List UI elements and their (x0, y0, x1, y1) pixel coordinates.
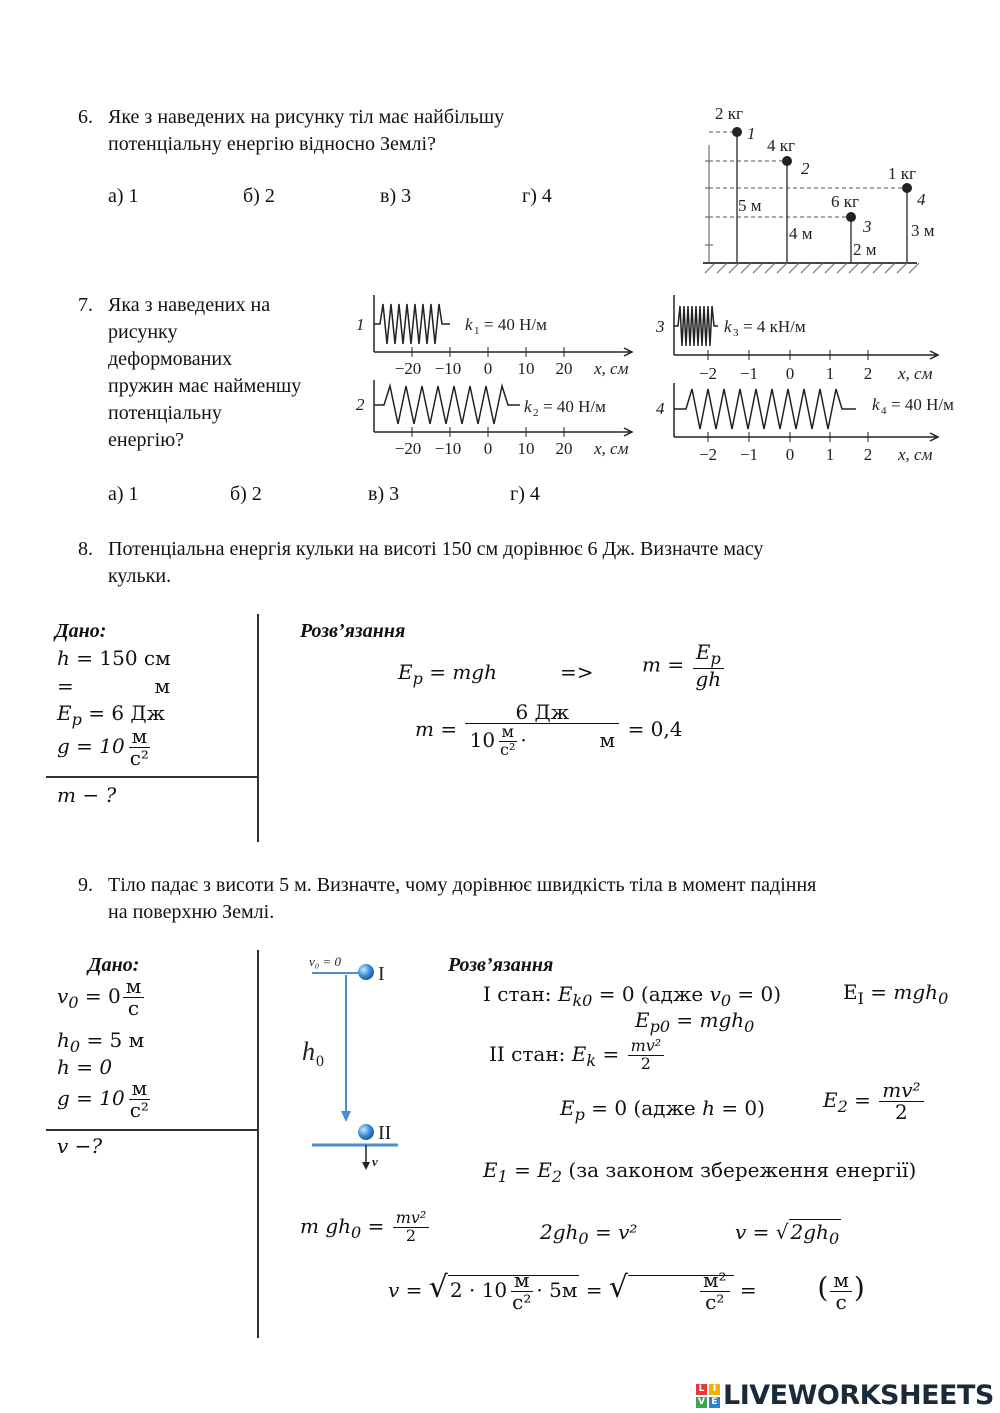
logo-grid-icon: L I V E (696, 1384, 720, 1408)
q9-text-line2: на поверхню Землі. (108, 901, 275, 923)
body-3-mass: 6 кг (831, 192, 859, 211)
q7-text-line6: енергію? (108, 429, 185, 451)
body-2-mass: 4 кг (767, 136, 795, 155)
q7-number: 7. (78, 294, 93, 316)
q8-vertical-divider (257, 614, 259, 842)
svg-text:2: 2 (863, 364, 873, 383)
q6-option-a[interactable]: а) 1 (108, 185, 139, 207)
q9-formula-3: v = √ $2gh_0$ (735, 1220, 840, 1248)
q8-text-line2: кульки. (108, 565, 172, 587)
q9-text-line1: Тіло падає з висоти 5 м. Визначте, чому дорівнює швидкість тіла в момент падіння (108, 874, 817, 896)
svg-text:−1: −1 (739, 364, 759, 383)
axis-unit-2: x, см (594, 439, 629, 458)
q9-state1-ek: I стан: $E_{k0} = 0$ (адже $v_0 = 0$) (483, 982, 782, 1010)
q6-option-b[interactable]: б) 2 (243, 185, 275, 207)
q9-given-h0: $h_0 = 5$ м (57, 1028, 145, 1056)
svg-text:−20: −20 (394, 359, 422, 378)
svg-text:2: 2 (863, 445, 873, 464)
svg-text:−10: −10 (434, 439, 462, 458)
q7-text-line5: потенціальну (108, 402, 222, 424)
state-2-label: II (378, 1122, 392, 1144)
spring-4-k: k (872, 395, 880, 414)
body-4-dot (902, 183, 912, 193)
q6-text-line1: Яке з наведених на рисунку тіл має найбільшу (108, 106, 505, 128)
q6-option-d[interactable]: г) 4 (522, 185, 552, 207)
axis-unit-1: x, см (594, 359, 629, 378)
state-1-label: I (378, 963, 385, 985)
spring-4-k-sub: 4 (881, 405, 887, 417)
q7-springs-left-figure (350, 290, 650, 465)
spring-1-k: k (465, 315, 473, 334)
liveworksheets-logo (696, 1380, 994, 1411)
spring-4-k-value: = 40 Н/м (891, 395, 954, 414)
spring-3-k-sub: 3 (733, 327, 739, 339)
q9-fall-figure (300, 950, 410, 1175)
v0-label: v₀ = 0 (309, 954, 342, 969)
spring-1-k-value: = 40 Н/м (484, 315, 547, 334)
spring-3-label: 3 (656, 317, 665, 336)
q8-formula-ep: $E_p$ = mgh (398, 660, 497, 688)
q7-text-line3: деформованих (108, 348, 233, 370)
v-label: v (372, 1154, 378, 1169)
spring-2-k-sub: 2 (533, 407, 539, 419)
q9-state2-ek: II стан: $E_k$ = $\frac{\text{mv²}}{2}$ (489, 1038, 666, 1073)
svg-text:10: 10 (517, 359, 535, 378)
q7-text-line2: рисунку (108, 321, 178, 343)
spring-1-k-sub: 1 (474, 325, 480, 337)
spring-4-label: 4 (656, 399, 665, 418)
q9-given-h: h = 0 (57, 1055, 113, 1079)
q8-text-line1: Потенціальна енергія кульки на висоті 150 см дорівнює 6 Дж. Визначте масу (108, 538, 764, 560)
q8-solution-title: Розв’язання (300, 620, 406, 642)
q6-number: 6. (78, 106, 93, 128)
body-1-mass: 2 кг (715, 104, 743, 123)
svg-text:10: 10 (517, 439, 535, 458)
body-4-num: 4 (917, 190, 926, 209)
spring-1-label: 1 (356, 315, 365, 334)
body-2-height: 4 м (789, 224, 813, 243)
q8-given-g: g = 10 $\frac{м}{\text{с²}}$ (57, 724, 149, 770)
q9-conservation: $E_1 = E_2$ (за законом збереження енергії) (483, 1158, 917, 1186)
q8-find: m − ? (57, 783, 117, 807)
spring-3-k: k (724, 317, 732, 336)
body-1-height: 5 м (738, 196, 762, 215)
q7-springs-right-figure (652, 290, 992, 470)
q6-text-line2: потенціальну енергію відносно Землі? (108, 133, 436, 155)
q9-e1: $E_I = mgh_0$ (843, 980, 949, 1008)
body-2-dot (782, 156, 792, 166)
q8-formula-calc: m = 6 Дж 10 $\frac{м}{\text{с²}}$ · м = 0,4 (415, 700, 683, 759)
q9-number: 9. (78, 874, 93, 896)
q9-solution-title: Розв’язання (448, 954, 554, 976)
svg-text:1: 1 (825, 445, 835, 464)
svg-text:20: 20 (555, 439, 573, 458)
q6-heights-figure (695, 95, 960, 280)
q9-state1-ep: $E_{p0} = mgh_0$ (635, 1008, 755, 1036)
q7-option-b[interactable]: б) 2 (230, 483, 262, 505)
q7-option-a[interactable]: а) 1 (108, 483, 139, 505)
svg-text:0: 0 (483, 439, 493, 458)
axis-unit-3: x, см (898, 364, 933, 383)
q8-given-title: Дано: (55, 620, 107, 642)
body-4-mass: 1 кг (888, 164, 916, 183)
body-1-num: 1 (747, 124, 756, 143)
body-3-num: 3 (863, 217, 872, 236)
spring-2-k-value: = 40 Н/м (543, 397, 606, 416)
q8-given-h-convert: = м (57, 674, 171, 698)
svg-text:−2: −2 (698, 364, 718, 383)
svg-text:0: 0 (785, 364, 795, 383)
spring-2-label: 2 (356, 395, 365, 414)
q9-e2: $E_2$ = $\frac{\text{mv²}}{2}$ (823, 1080, 926, 1123)
svg-text:−2: −2 (698, 445, 718, 464)
q8-given-ep: $E_p = 6$ Дж (57, 701, 166, 729)
q8-given-h: h = 150 см (57, 646, 171, 670)
q8-find-divider (46, 776, 258, 778)
ball-state-1 (358, 964, 374, 980)
q9-formula-4: v = √ 2 · 10 $\frac{м}{\text{с²}}$ · 5м = √ $\frac{\text{м²}}{\text{с²}}$ = ( $\frac{м}{с}$ ) (388, 1268, 865, 1314)
body-1-dot (732, 127, 742, 137)
q9-vertical-divider (257, 950, 259, 1338)
svg-text:0: 0 (785, 445, 795, 464)
body-3-height: 2 м (853, 240, 877, 259)
svg-text:0: 0 (316, 1053, 324, 1070)
spring-3-k-value: = 4 кН/м (743, 317, 806, 336)
svg-text:−1: −1 (739, 445, 759, 464)
q8-formula-m: m = $\frac{E_p}{gh}$ (642, 642, 726, 690)
body-3-dot (846, 212, 856, 222)
q9-given-v0: $v_0 = 0$ $\frac{м}{с}$ (57, 976, 146, 1019)
body-2-num: 2 (801, 159, 810, 178)
q6-option-c[interactable]: в) 3 (380, 185, 412, 207)
axis-unit-4: x, см (898, 445, 933, 464)
q7-text-line4: пружин має найменшу (108, 375, 302, 397)
spring-2-k: k (524, 397, 532, 416)
q9-formula-1: m $gh_0$ = $\frac{\text{mv²}}{2}$ (300, 1210, 431, 1245)
q9-given-title: Дано: (88, 954, 140, 976)
svg-text:−10: −10 (434, 359, 462, 378)
q9-state2-ep: $E_p = 0$ (адже h = 0) (560, 1096, 765, 1124)
h0-label: h (302, 1037, 315, 1066)
svg-text:20: 20 (555, 359, 573, 378)
q7-text-line1: Яка з наведених на (108, 294, 271, 316)
q7-option-d[interactable]: г) 4 (510, 483, 540, 505)
q9-find: v −? (57, 1134, 103, 1158)
svg-text:0: 0 (483, 359, 493, 378)
q8-arrow: => (560, 660, 594, 684)
svg-text:1: 1 (825, 364, 835, 383)
body-4-height: 3 м (911, 221, 935, 240)
logo-text: LIVEWORKSHEETS (723, 1380, 994, 1411)
ball-state-2 (358, 1124, 374, 1140)
q9-find-divider (46, 1129, 258, 1131)
q8-number: 8. (78, 538, 93, 560)
q7-option-c[interactable]: в) 3 (368, 483, 400, 505)
svg-text:−20: −20 (394, 439, 422, 458)
q9-formula-2: $2gh_0 = v^2$ (540, 1220, 638, 1248)
q9-given-g: g = 10 $\frac{м}{\text{с²}}$ (57, 1076, 149, 1122)
